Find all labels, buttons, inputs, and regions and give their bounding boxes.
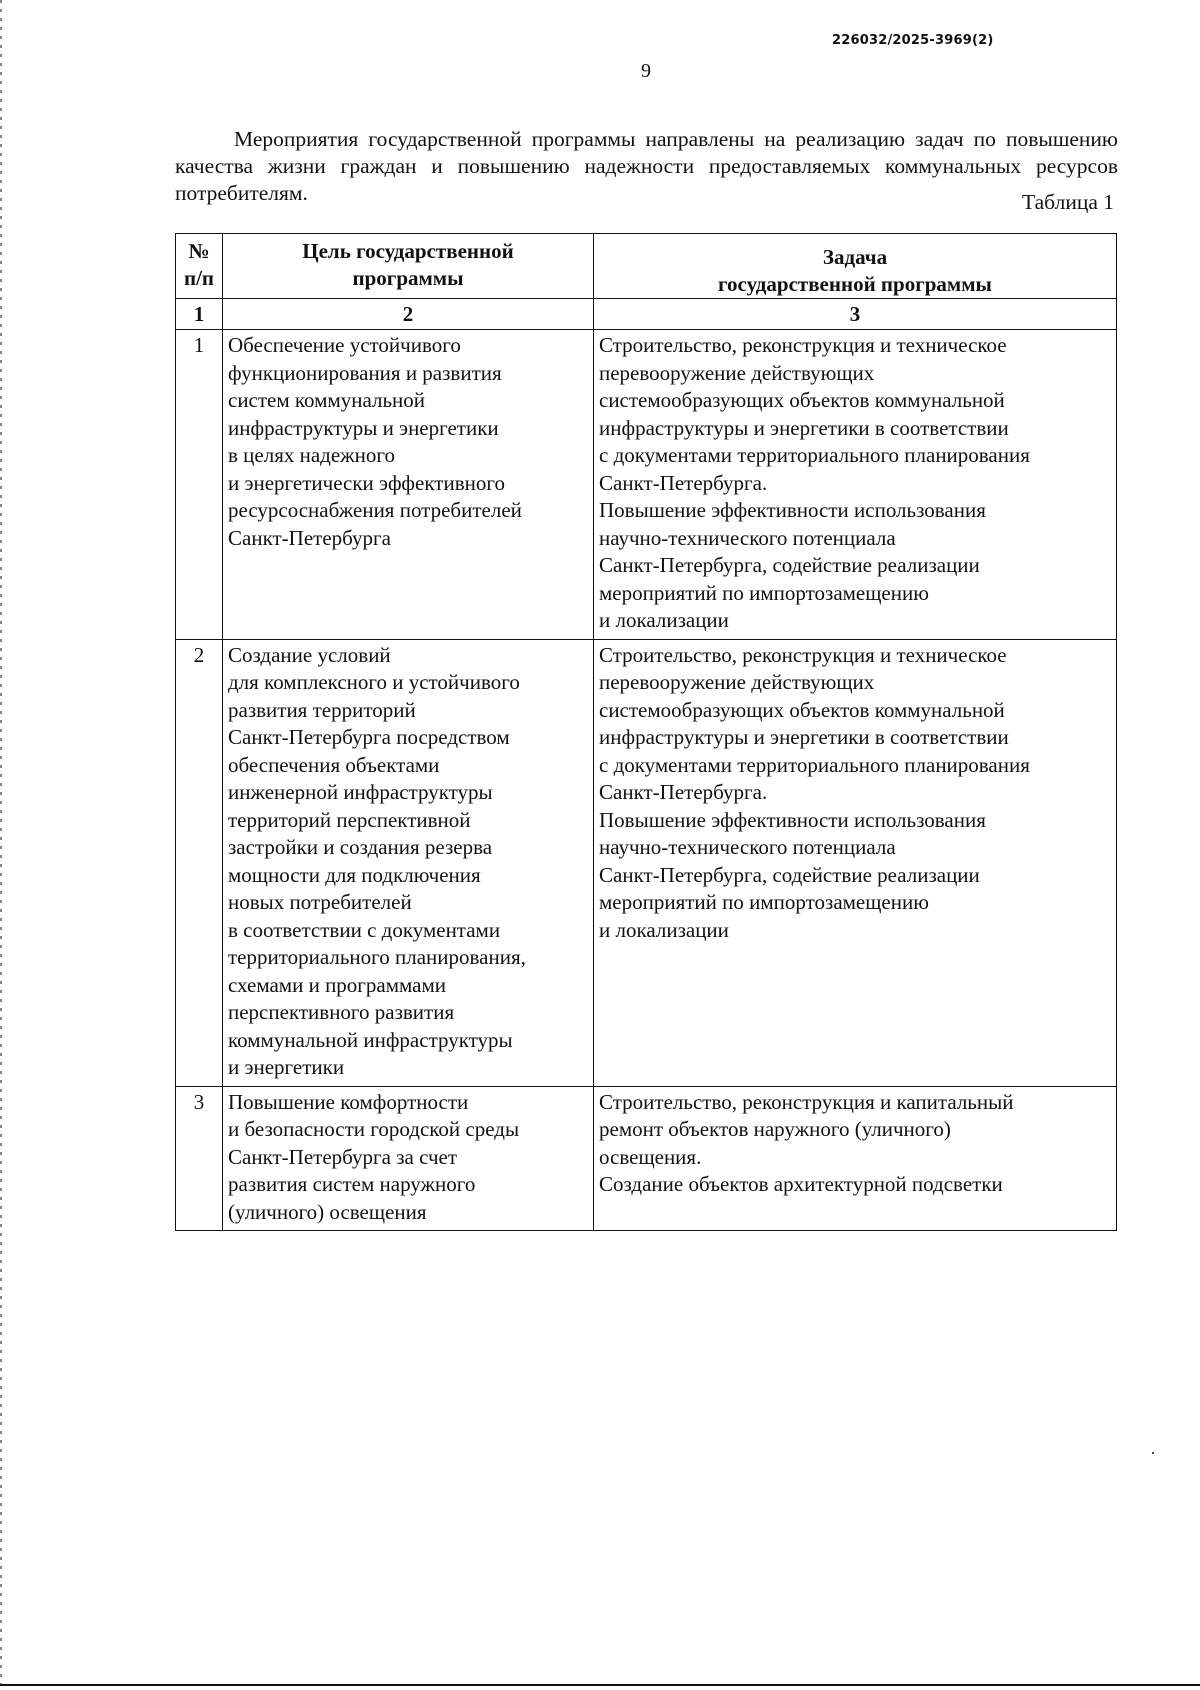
header-number: № п/п: [176, 234, 223, 299]
column-number-2: 2: [223, 299, 594, 330]
table-header-row: [176, 234, 1117, 299]
row-task: Строительство, реконструкция и техническое перевооружение действующих системообразующих объектов коммунальной инфраструктуры и энергетики в соответствии с документами территориального планирования Санкт-Петербурга. Повышение эффективности использования научно-технического потенциала Санкт-Петербурга, содействие реализации мероприятий по импортозамещению и локализации: [594, 330, 1117, 640]
table-row: [176, 1086, 1117, 1231]
header-goal: Цель государственной программы: [223, 234, 594, 299]
row-task: Строительство, реконструкция и капитальный ремонт объектов наружного (уличного) освещения. Создание объектов архитектурной подсветки: [594, 1086, 1117, 1231]
scan-speck: [1152, 1452, 1154, 1454]
row-goal: Обеспечение устойчивого функционирования и развития систем коммунальной инфраструктуры и энергетики в целях надежного и энергетически эффективного ресурсоснабжения потребителей Санкт-Петербурга: [223, 330, 594, 640]
column-number-3: 3: [594, 299, 1117, 330]
intro-paragraph: Мероприятия государственной программы направлены на реализацию задач по повышению качества жизни граждан и повышению надежности предоставляемых коммунальных ресурсов потребителям.: [175, 126, 1118, 205]
goals-tasks-table: [175, 233, 1117, 1231]
row-goal: Создание условий для комплексного и устойчивого развития территорий Санкт-Петербурга посредством обеспечения объектами инженерной инфраструктуры территорий перспективной застройки и создания резерва мощности для подключения новых потребителей в соответствии с документами территориального планирования, схемами и программами перспективного развития коммунальной инфраструктуры и энергетики: [223, 639, 594, 1086]
column-number-row: [176, 299, 1117, 330]
table-row: [176, 330, 1117, 640]
column-number-1: 1: [176, 299, 223, 330]
row-number: 1: [176, 330, 223, 640]
scan-edge-left: [0, 0, 2, 1690]
row-task: Строительство, реконструкция и техническое перевооружение действующих системообразующих объектов коммунальной инфраструктуры и энергетики в соответствии с документами территориального планирования Санкт-Петербурга. Повышение эффективности использования научно-технического потенциала Санкт-Петербурга, содействие реализации мероприятий по импортозамещению и локализации: [594, 639, 1117, 1086]
row-number: 3: [176, 1086, 223, 1231]
table-row: [176, 639, 1117, 1086]
table-caption: Таблица 1: [1022, 190, 1114, 214]
row-goal: Повышение комфортности и безопасности городской среды Санкт-Петербурга за счет развития систем наружного (уличного) освещения: [223, 1086, 594, 1231]
row-number: 2: [176, 639, 223, 1086]
registration-number: 226032/2025-3969(2): [832, 33, 994, 48]
scan-edge-bottom: [0, 1684, 1200, 1686]
header-task: Задача государственной программы: [594, 234, 1117, 299]
page-number: 9: [641, 60, 651, 82]
